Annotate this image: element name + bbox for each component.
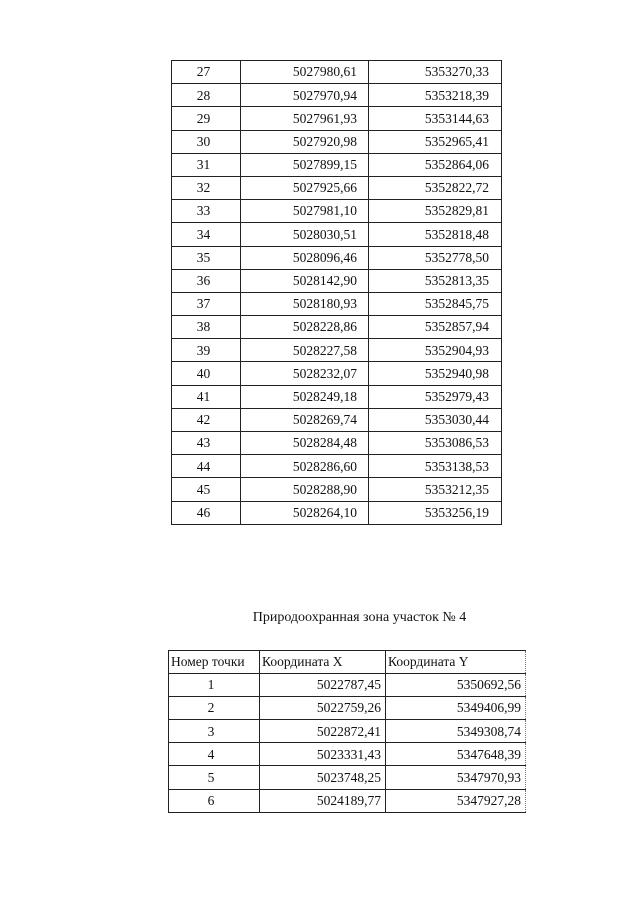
point-number-cell: 34 bbox=[172, 223, 241, 246]
coordinate-y-cell: 5353138,53 bbox=[369, 455, 502, 478]
table-row bbox=[172, 478, 502, 501]
table-row bbox=[172, 200, 502, 223]
coordinate-y-cell: 5347927,28 bbox=[386, 789, 526, 812]
point-number-cell: 42 bbox=[172, 408, 241, 431]
coordinates-table-body bbox=[172, 61, 502, 525]
coordinate-y-cell: 5350692,56 bbox=[386, 674, 526, 697]
coordinate-x-cell: 5028284,48 bbox=[241, 432, 369, 455]
coordinate-y-cell: 5353256,19 bbox=[369, 501, 502, 524]
coordinate-x-cell: 5027920,98 bbox=[241, 130, 369, 153]
coordinate-y-cell: 5352857,94 bbox=[369, 316, 502, 339]
table-row bbox=[172, 339, 502, 362]
point-number-cell: 27 bbox=[172, 61, 241, 84]
table-row bbox=[169, 720, 526, 743]
coordinate-y-cell: 5353086,53 bbox=[369, 432, 502, 455]
point-number-cell: 2 bbox=[169, 697, 260, 720]
point-number-cell: 28 bbox=[172, 84, 241, 107]
coordinate-y-cell: 5353144,63 bbox=[369, 107, 502, 130]
coordinate-x-cell: 5027981,10 bbox=[241, 200, 369, 223]
coordinate-x-cell: 5028286,60 bbox=[241, 455, 369, 478]
header-coordinate-y: Координата Y bbox=[386, 651, 526, 674]
zone-title: Природоохранная зона участок № 4 bbox=[252, 610, 467, 625]
coordinate-x-cell: 5023748,25 bbox=[260, 766, 386, 789]
point-number-cell: 30 bbox=[172, 130, 241, 153]
coordinate-y-cell: 5347648,39 bbox=[386, 743, 526, 766]
point-number-cell: 37 bbox=[172, 292, 241, 315]
zone4-table-body bbox=[169, 674, 526, 813]
point-number-cell: 40 bbox=[172, 362, 241, 385]
coordinate-y-cell: 5352904,93 bbox=[369, 339, 502, 362]
coordinate-x-cell: 5027961,93 bbox=[241, 107, 369, 130]
point-number-cell: 6 bbox=[169, 789, 260, 812]
table-header-row bbox=[169, 651, 526, 674]
table-row bbox=[169, 789, 526, 812]
table-row bbox=[172, 385, 502, 408]
point-number-cell: 3 bbox=[169, 720, 260, 743]
coordinate-y-cell: 5353212,35 bbox=[369, 478, 502, 501]
table-row bbox=[172, 223, 502, 246]
point-number-cell: 39 bbox=[172, 339, 241, 362]
table-row bbox=[172, 107, 502, 130]
table-row bbox=[172, 130, 502, 153]
coordinate-x-cell: 5028142,90 bbox=[241, 269, 369, 292]
point-number-cell: 45 bbox=[172, 478, 241, 501]
point-number-cell: 32 bbox=[172, 176, 241, 199]
point-number-cell: 36 bbox=[172, 269, 241, 292]
table-row bbox=[172, 455, 502, 478]
coordinate-x-cell: 5028180,93 bbox=[241, 292, 369, 315]
coordinate-x-cell: 5028269,74 bbox=[241, 408, 369, 431]
coordinate-x-cell: 5028249,18 bbox=[241, 385, 369, 408]
coordinate-y-cell: 5352818,48 bbox=[369, 223, 502, 246]
zone4-coordinates-table bbox=[168, 650, 526, 813]
coordinate-x-cell: 5028030,51 bbox=[241, 223, 369, 246]
point-number-cell: 46 bbox=[172, 501, 241, 524]
point-number-cell: 43 bbox=[172, 432, 241, 455]
coordinate-x-cell: 5028096,46 bbox=[241, 246, 369, 269]
table-row bbox=[172, 408, 502, 431]
coordinate-x-cell: 5024189,77 bbox=[260, 789, 386, 812]
coordinate-y-cell: 5349308,74 bbox=[386, 720, 526, 743]
point-number-cell: 33 bbox=[172, 200, 241, 223]
coordinate-y-cell: 5353030,44 bbox=[369, 408, 502, 431]
coordinate-x-cell: 5028232,07 bbox=[241, 362, 369, 385]
table-row bbox=[172, 246, 502, 269]
coordinate-x-cell: 5027970,94 bbox=[241, 84, 369, 107]
point-number-cell: 5 bbox=[169, 766, 260, 789]
coordinate-x-cell: 5022872,41 bbox=[260, 720, 386, 743]
coordinate-x-cell: 5028264,10 bbox=[241, 501, 369, 524]
point-number-cell: 38 bbox=[172, 316, 241, 339]
coordinate-y-cell: 5352845,75 bbox=[369, 292, 502, 315]
coordinate-y-cell: 5349406,99 bbox=[386, 697, 526, 720]
point-number-cell: 44 bbox=[172, 455, 241, 478]
coordinate-y-cell: 5352965,41 bbox=[369, 130, 502, 153]
table-row bbox=[172, 269, 502, 292]
coordinate-y-cell: 5352829,81 bbox=[369, 200, 502, 223]
coordinate-y-cell: 5353270,33 bbox=[369, 61, 502, 84]
coordinate-y-cell: 5353218,39 bbox=[369, 84, 502, 107]
coordinate-x-cell: 5028288,90 bbox=[241, 478, 369, 501]
coordinate-x-cell: 5027980,61 bbox=[241, 61, 369, 84]
table-row bbox=[172, 292, 502, 315]
coordinate-y-cell: 5352813,35 bbox=[369, 269, 502, 292]
coordinate-x-cell: 5022759,26 bbox=[260, 697, 386, 720]
table-row bbox=[169, 697, 526, 720]
header-coordinate-x: Координата X bbox=[260, 651, 386, 674]
table-row bbox=[172, 84, 502, 107]
point-number-cell: 41 bbox=[172, 385, 241, 408]
coordinate-x-cell: 5027925,66 bbox=[241, 176, 369, 199]
table-row bbox=[169, 674, 526, 697]
table-row bbox=[172, 362, 502, 385]
coordinate-x-cell: 5027899,15 bbox=[241, 153, 369, 176]
table-row bbox=[169, 766, 526, 789]
table-row bbox=[172, 432, 502, 455]
coordinate-x-cell: 5028227,58 bbox=[241, 339, 369, 362]
table-row bbox=[172, 176, 502, 199]
table-row bbox=[172, 316, 502, 339]
coordinate-y-cell: 5347970,93 bbox=[386, 766, 526, 789]
table-row bbox=[172, 153, 502, 176]
table-row bbox=[169, 743, 526, 766]
coordinate-y-cell: 5352864,06 bbox=[369, 153, 502, 176]
point-number-cell: 4 bbox=[169, 743, 260, 766]
coordinates-table-continued bbox=[171, 60, 502, 525]
coordinate-y-cell: 5352822,72 bbox=[369, 176, 502, 199]
point-number-cell: 29 bbox=[172, 107, 241, 130]
coordinate-y-cell: 5352940,98 bbox=[369, 362, 502, 385]
coordinate-y-cell: 5352778,50 bbox=[369, 246, 502, 269]
header-point-number: Номер точки bbox=[169, 651, 260, 674]
table-row bbox=[172, 501, 502, 524]
point-number-cell: 31 bbox=[172, 153, 241, 176]
coordinate-y-cell: 5352979,43 bbox=[369, 385, 502, 408]
coordinate-x-cell: 5022787,45 bbox=[260, 674, 386, 697]
point-number-cell: 35 bbox=[172, 246, 241, 269]
coordinate-x-cell: 5023331,43 bbox=[260, 743, 386, 766]
table-row bbox=[172, 61, 502, 84]
point-number-cell: 1 bbox=[169, 674, 260, 697]
coordinate-x-cell: 5028228,86 bbox=[241, 316, 369, 339]
